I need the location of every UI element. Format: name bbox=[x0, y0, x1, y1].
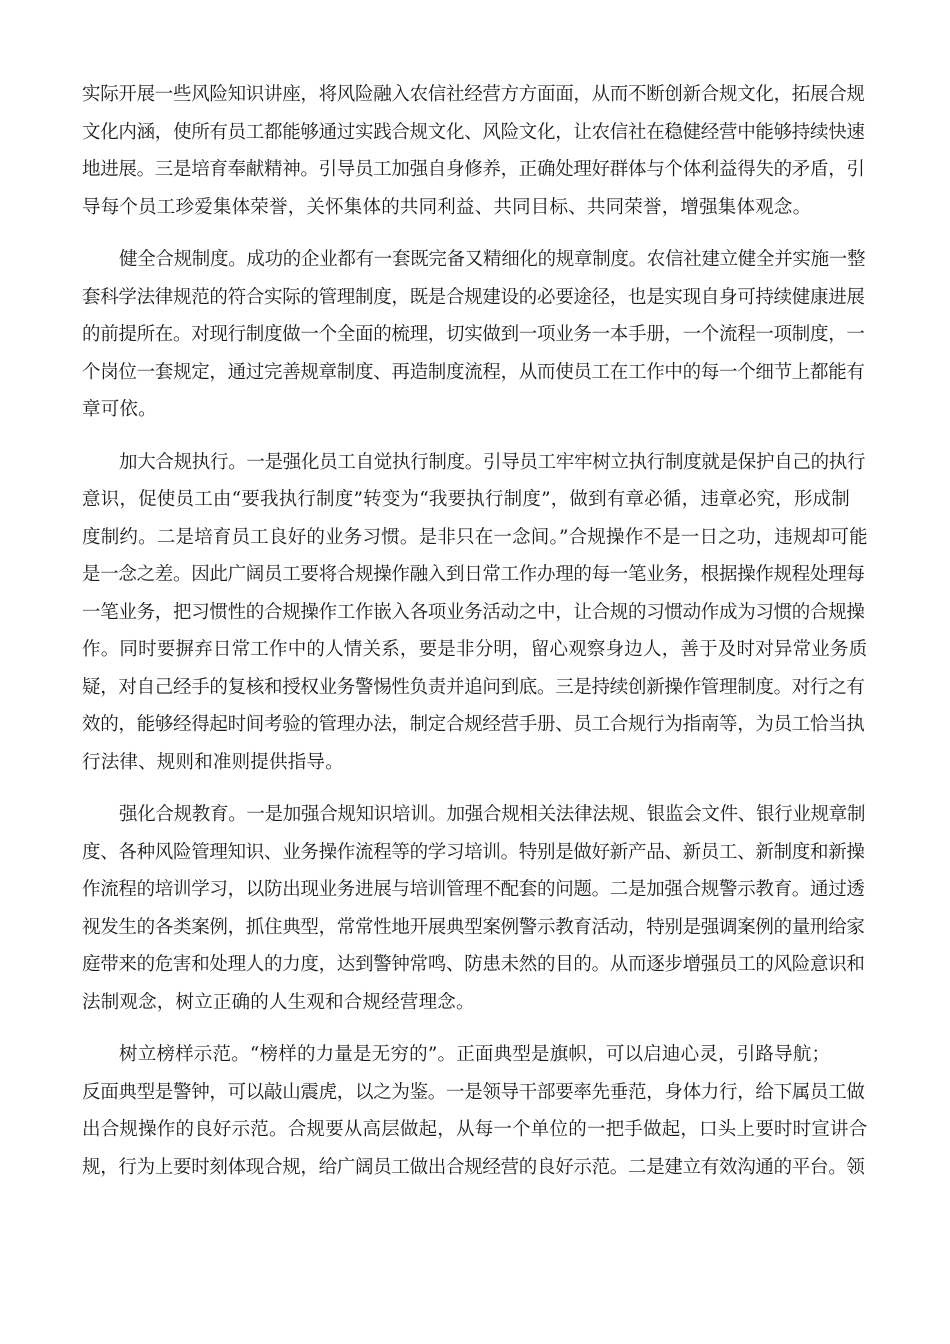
text-line: 规，行为上要时刻体现合规，给广阔员工做出合规经营的良好示范。二是建立有效沟通的平台。领 bbox=[82, 1156, 865, 1178]
text-line: 套科学法律规范的符合实际的管理制度，既是合规建设的必要途径，也是实现自身可持续健康进展 bbox=[82, 286, 865, 308]
text-line: 行法律、规则和准则提供指导。 bbox=[82, 751, 344, 773]
text-line: 视发生的各类案例，抓住典型，常常性地开展典型案例警示教育活动，特别是强调案例的量刑给家 bbox=[82, 916, 865, 938]
text-line: 健全合规制度。成功的企业都有一套既完备又精细化的规章制度。农信社建立健全并实施一整 bbox=[119, 249, 866, 270]
text-line: 地进展。三是培育奉献精神。引导员工加强自身修养，正确处理好群体与个体利益得失的矛盾，引 bbox=[82, 159, 865, 180]
paragraph-compliance-education bbox=[82, 796, 868, 1021]
text-line: 的前提所在。对现行制度做一个全面的梳理，切实做到一项业务一本手册，一个流程一项制度，一 bbox=[82, 324, 865, 345]
text-line: 反面典型是警钟，可以敲山震虎，以之为鉴。一是领导干部要率先垂范，身体力行，给下属员工做 bbox=[82, 1081, 865, 1103]
text-line: 作流程的培训学习，以防出现业务进展与培训管理不配套的问题。二是加强合规警示教育。通过透 bbox=[82, 879, 865, 900]
text-line: 章可依。 bbox=[82, 399, 157, 420]
text-line: 导每个员工珍爱集体荣誉，关怀集体的共同利益、共同目标、共同荣誉，增强集体观念。 bbox=[82, 196, 812, 218]
paragraph-role-models bbox=[82, 1036, 868, 1186]
text-line: 法制观念，树立正确的人生观和合规经营理念。 bbox=[82, 991, 475, 1013]
text-line: 出合规操作的良好示范。合规要从高层做起，从每一个单位的一把手做起，口头上要时时宣讲合 bbox=[82, 1119, 868, 1140]
text-line: 疑，对自己经手的复核和授权业务警惕性负责并追问到底。三是持续创新操作管理制度。对行之有 bbox=[82, 676, 865, 698]
text-line: 度制约。二是培育员工良好的业务习惯。是非只在一念间。”合规操作不是一日之功，违规却可能 bbox=[82, 526, 868, 548]
text-line: 度、各种风险管理知识、业务操作流程等的学习培训。特别是做好新产品、新员工、新制度和新操 bbox=[82, 841, 865, 863]
paragraph-compliance-execution bbox=[82, 444, 868, 782]
text-line: 强化合规教育。一是加强合规知识培训。加强合规相关法律法规、银监会文件、银行业规章制 bbox=[119, 804, 866, 825]
text-line: 意识，促使员工由“要我执行制度”转变为“我要执行制度”，做到有章必循，违章必究，形成制 bbox=[82, 489, 850, 510]
paragraph-risk-culture bbox=[82, 76, 868, 226]
text-line: 实际开展一些风险知识讲座，将风险融入农信社经营方方面面，从而不断创新合规文化，拓展合规 bbox=[82, 84, 865, 105]
text-line: 效的，能够经得起时间考验的管理办法，制定合规经营手册、员工合规行为指南等，为员工恰当执 bbox=[82, 714, 865, 735]
paragraph-compliance-system bbox=[82, 241, 868, 429]
text-line: 作。同时要摒弃日常工作中的人情关系，要是非分明，留心观察身边人，善于及时对异常业务质 bbox=[82, 639, 868, 660]
text-line: 个岗位一套规定，通过完善规章制度、再造制度流程，从而使员工在工作中的每一个细节上都能有 bbox=[82, 361, 865, 383]
text-line: 加大合规执行。一是强化员工自觉执行制度。引导员工牢牢树立执行制度就是保护自己的执行 bbox=[119, 451, 866, 473]
text-line: 庭带来的危害和处理人的力度，达到警钟常鸣、防患未然的目的。从而逐步增强员工的风险意识和 bbox=[82, 954, 865, 975]
text-line: 树立榜样示范。“榜样的力量是无穷的”。正面典型是旗帜，可以启迪心灵，引路导航； bbox=[119, 1044, 831, 1065]
text-line: 文化内涵，使所有员工都能够通过实践合规文化、风险文化，让农信社在稳健经营中能够持续快速 bbox=[82, 121, 865, 143]
document-body bbox=[82, 76, 868, 1201]
text-line: 一笔业务，把习惯性的合规操作工作嵌入各项业务活动之中，让合规的习惯动作成为习惯的合规操 bbox=[82, 601, 865, 623]
text-line: 是一念之差。因此广阔员工要将合规操作融入到日常工作办理的每一笔业务，根据操作规程处理每 bbox=[82, 564, 865, 585]
